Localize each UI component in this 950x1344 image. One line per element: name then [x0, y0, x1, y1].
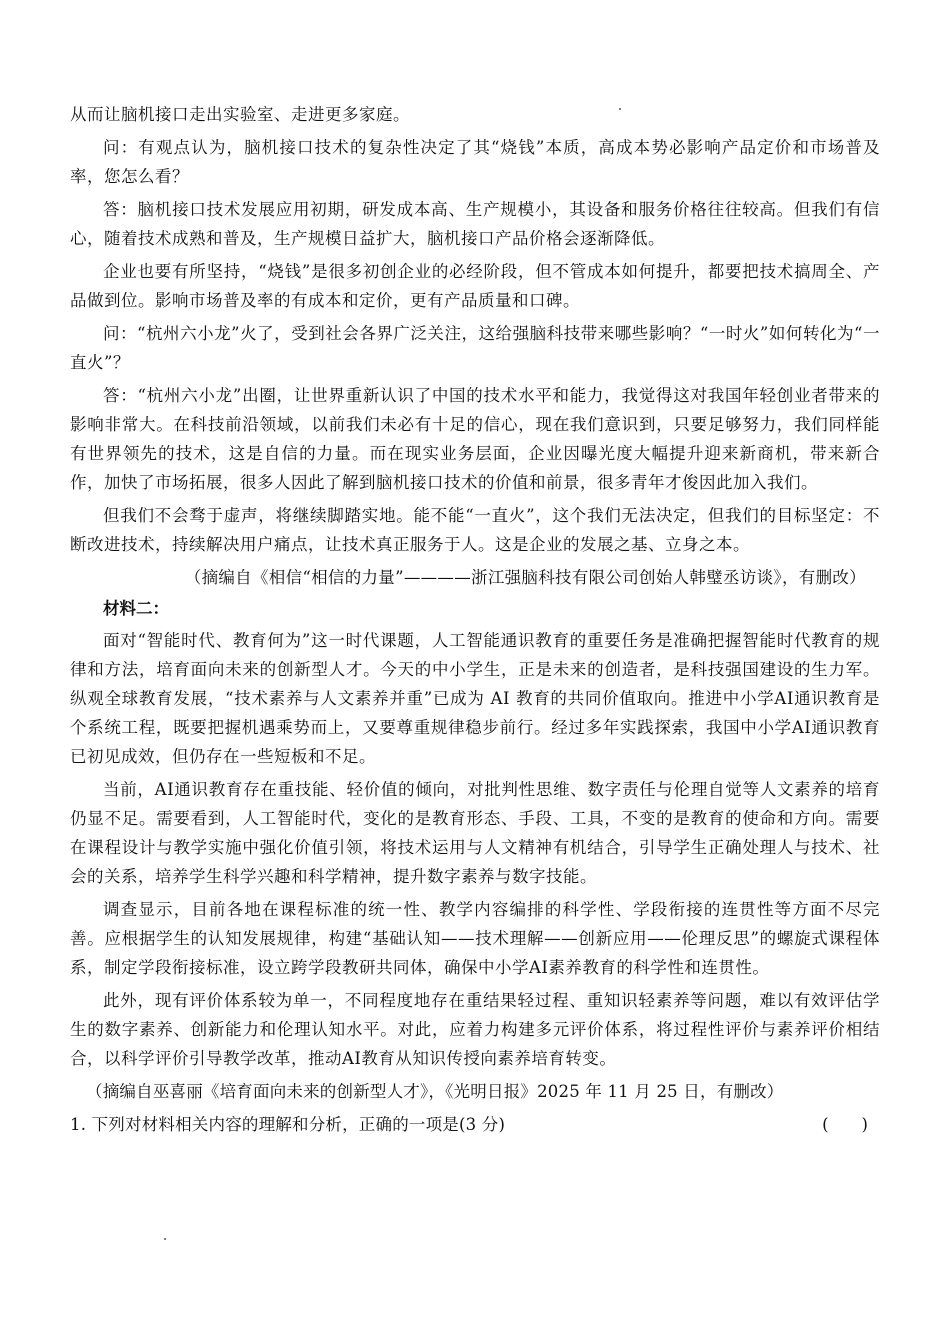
paragraph: 此外，现有评价体系较为单一，不同程度地存在重结果轻过程、重知识轻素养等问题，难以有效评估学生的数字素养、创新能力和伦理认知水平。对此，应着力构建多元评价体系，将过程性评价与素养评价相结合，以科学评价引导教学改革，推动AI教育从知识传授向素养培育转变。 [70, 991, 880, 1068]
material-heading: 材料二： [103, 599, 169, 618]
source-citation: （摘编自巫喜丽《培育面向未来的创新型人才》，《光明日报》2025 年 11 月 25 日，有删改） [86, 1082, 784, 1101]
question-text: 1. 下列对材料相关内容的理解和分析，正确的一项是(3 分) [70, 1115, 506, 1134]
paragraph: 当前，AI通识教育存在重技能、轻价值的倾向，对批判性思维、数字责任与伦理自觉等人文素养的培育仍显不足。需要看到，人工智能时代，变化的是教育形态、手段、工具，不变的是教育的使命和方向。需要在课程设计与教学实施中强化价值引领，将技术运用与人文精神有机结合，引导学生正确处理人与技术、社会的关系，培养学生科学兴趣和科学精神，提升数字素养与数字技能。 [70, 780, 880, 886]
paragraph: 企业也要有所坚持，“烧钱”是很多初创企业的必经阶段，但不管成本如何提升，都要把技术搞周全、产品做到位。影响市场普及率的有成本和定价，更有产品质量和口碑。 [70, 262, 880, 310]
paragraph: 答：脑机接口技术发展应用初期，研发成本高、生产规模小，其设备和服务价格往往较高。但我们有信心，随着技术成熟和普及，生产规模日益扩大，脑机接口产品价格会逐渐降低。 [70, 200, 880, 248]
paragraph: 但我们不会骛于虚声，将继续脚踏实地。能不能“一直火”，这个我们无法决定，但我们的目标坚定：不断改进技术，持续解决用户痛点，让技术真正服务于人。这是企业的发展之基、立身之本。 [70, 506, 880, 554]
paragraph: 答：“杭州六小龙”出圈，让世界重新认识了中国的技术水平和能力，我觉得这对我国年轻创业者带来的影响非常大。在科技前沿领域，以前我们未必有十足的信心，现在我们意识到，只要足够努力，我们同样能有世界领先的技术，这是自信的力量。而在现实业务层面，企业因曝光度大幅提升迎来新商机，带来新合作，加快了市场拓展，很多人因此了解到脑机接口技术的价值和前景，很多青年才俊因此加入我们。 [70, 386, 880, 492]
answer-bracket: ( ) [822, 1115, 868, 1134]
paragraph: 问：有观点认为，脑机接口技术的复杂性决定了其“烧钱”本质，高成本势必影响产品定价和市场普及率，您怎么看？ [70, 138, 880, 186]
source-citation: （摘编自《相信“相信的力量”————浙江强脑科技有限公司创始人韩璧丞访谈》，有删改） [184, 568, 866, 587]
paragraph: 从而让脑机接口走出实验室、走进更多家庭。 [70, 105, 410, 124]
paragraph: 面对“智能时代、教育何为”这一时代课题，人工智能通识教育的重要任务是准确把握智能时代教育的规律和方法，培育面向未来的创新型人才。今天的中小学生，正是未来的创造者，是科技强国建设的生力军。纵观全球教育发展，“技术素养与人文素养并重”已成为 AI 教育的共同价值取向。推进中小学AI通识教育是个系统工程，既要把握机遇乘势而上，又要尊重规律稳步前行。经过多年实践探索，我国中小学AI通识教育已初见成效，但仍存在一些短板和不足。 [70, 631, 880, 766]
question-1 [70, 1110, 880, 1139]
paragraph: 调查显示，目前各地在课程标准的统一性、教学内容编排的科学性、学段衔接的连贯性等方面不尽完善。应根据学生的认知发展规律，构建“基础认知——技术理解——创新应用——伦理反思”的螺旋式课程体系，制定学段衔接标准，设立跨学段教研共同体，确保中小学AI素养教育的科学性和连贯性。 [70, 900, 880, 977]
document-page [70, 100, 880, 1139]
paragraph: 问：“杭州六小龙”火了，受到社会各界广泛关注，这给强脑科技带来哪些影响？“一时火”如何转化为“一直火”？ [70, 324, 880, 372]
stray-mark [164, 1238, 166, 1240]
